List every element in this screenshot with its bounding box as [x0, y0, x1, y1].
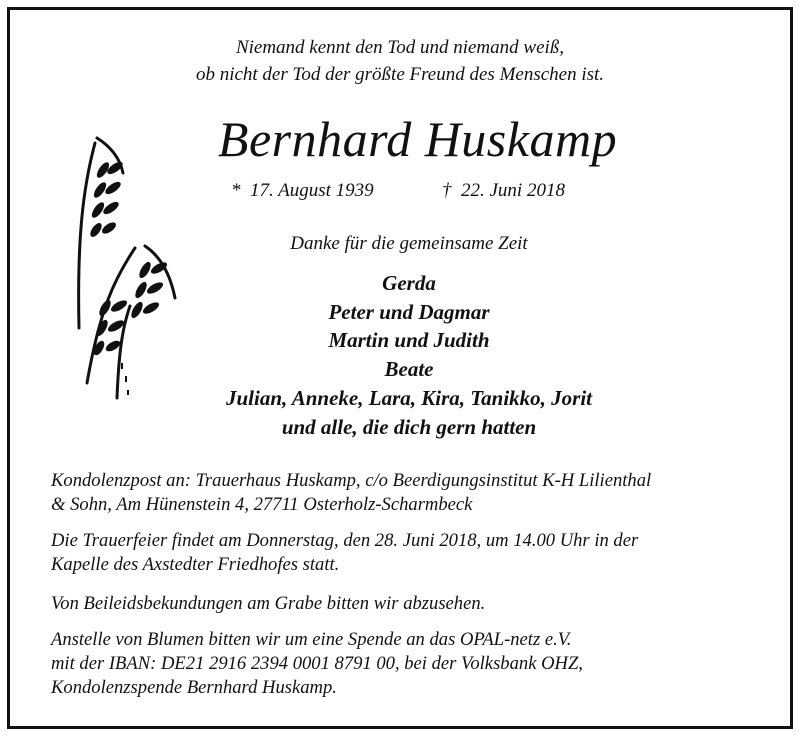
text-line: Anstelle von Blumen bitten wir um eine Spende an das OPAL-netz e.V.	[51, 629, 572, 650]
text-line: mit der IBAN: DE21 2916 2394 0001 8791 00, bei der Volksbank OHZ,	[51, 653, 583, 674]
family-member: Gerda	[382, 271, 436, 295]
donation-notice	[51, 628, 771, 700]
text-line: Kondolenzpost an: Trauerhaus Huskamp, c/o Beerdigungsinstitut K-H Lilienthal	[51, 470, 652, 491]
family-member: Martin und Judith	[328, 328, 490, 353]
condolence-address	[51, 469, 771, 517]
text-line: & Sohn, Am Hünenstein 4, 27711 Osterholz-Scharmbeck	[51, 494, 473, 515]
obituary-frame	[7, 7, 793, 729]
family-member: und alle, die dich gern hatten	[281, 414, 537, 439]
family-list	[10, 269, 790, 441]
text-line: Von Beileidsbekundungen am Grabe bitten wir abzusehen.	[51, 593, 486, 614]
quote-line: ob nicht der Tod der größte Freund des Menschen ist.	[195, 64, 605, 85]
thanks-line: Danke für die gemeinsame Zeit	[290, 233, 528, 254]
quote-line: Niemand kennt den Tod und niemand weiß,	[235, 37, 565, 58]
grave-notice	[51, 592, 771, 616]
family-member: Julian, Anneke, Lara, Kira, Tanikko, Jorit	[225, 385, 593, 410]
funeral-notice	[51, 529, 771, 577]
birth-date: * 17. August 1939	[231, 180, 374, 201]
text-line: Kapelle des Axstedter Friedhofes statt.	[51, 554, 340, 575]
quote	[10, 34, 790, 88]
death-date: † 22. Juni 2018	[442, 180, 565, 201]
text-line: Die Trauerfeier findet am Donnerstag, den 28. Juni 2018, um 14.00 Uhr in der	[51, 530, 639, 551]
deceased-name: Bernhard Huskamp	[217, 111, 618, 167]
text-line: Kondolenzspende Bernhard Huskamp.	[51, 677, 337, 698]
family-member: Beate	[384, 357, 434, 382]
family-member: Peter und Dagmar	[328, 299, 490, 324]
